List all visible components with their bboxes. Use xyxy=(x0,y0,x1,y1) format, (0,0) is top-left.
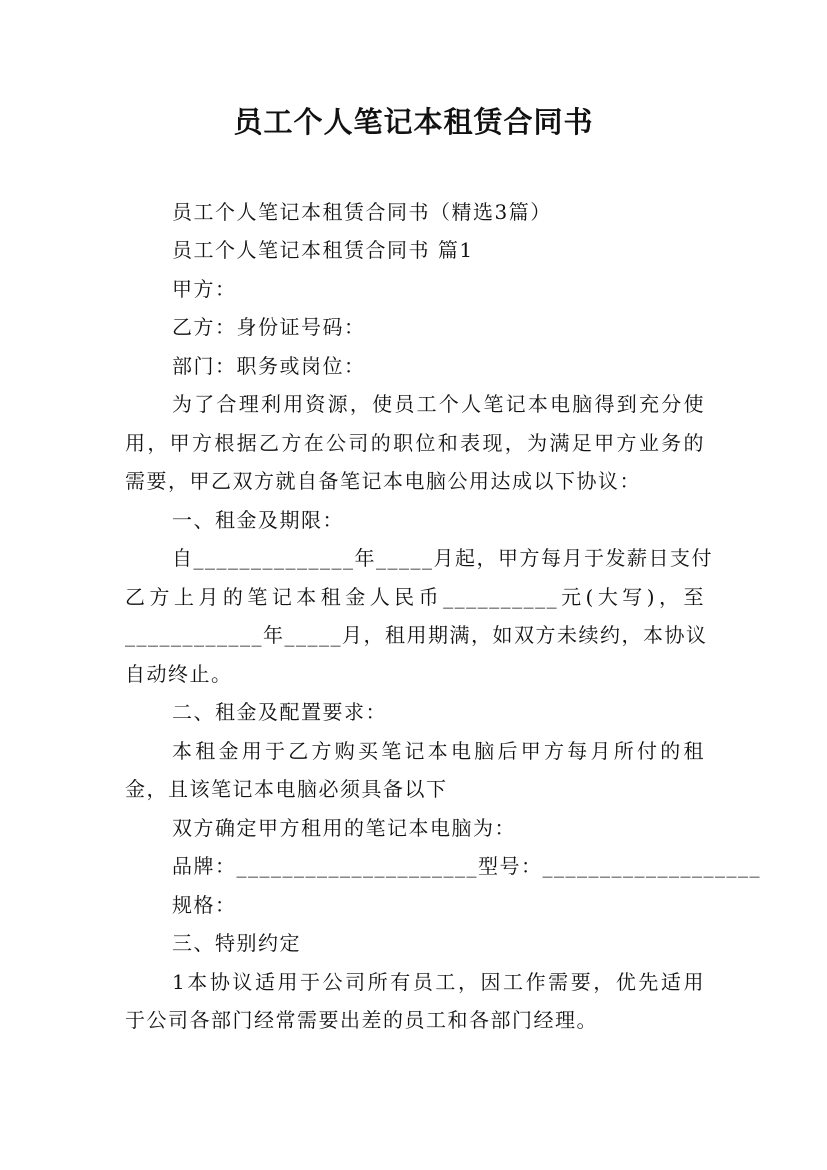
paragraph-line: 自______________年_____月起，甲方每月于发薪日支付 xyxy=(172,546,713,570)
paragraph-line: 本租金用于乙方购买笔记本电脑后甲方每月所付的租 xyxy=(172,739,705,763)
party-b-line: 乙方：身份证号码： xyxy=(172,315,366,339)
paragraph-line: 1本协议适用于公司所有员工，因工作需要，优先适用 xyxy=(172,970,705,994)
clause-heading-2: 二、租金及配置要求： xyxy=(172,700,387,724)
section-heading-line: 员工个人笔记本租赁合同书 篇1 xyxy=(172,238,474,262)
document-title: 员工个人笔记本租赁合同书 xyxy=(233,105,594,139)
department-line: 部门：职务或岗位： xyxy=(172,354,366,378)
paragraph-line: 需要，甲乙双方就自备笔记本电脑公用达成以下协议： xyxy=(125,469,641,493)
party-a-line: 甲方： xyxy=(172,277,237,301)
paragraph-line: 用，甲方根据乙方在公司的职位和表现，为满足甲方业务的 xyxy=(125,431,705,455)
paragraph-line: 金，且该笔记本电脑必须具备以下 xyxy=(125,777,448,801)
paragraph-line: 双方确定甲方租用的笔记本电脑为： xyxy=(172,816,516,840)
subtitle-line: 员工个人笔记本租赁合同书（精选3篇） xyxy=(172,200,552,224)
paragraph-line: 乙方上月的笔记本租金人民币__________元(大写)，至 xyxy=(125,585,705,609)
clause-heading-1: 一、租金及期限： xyxy=(172,508,344,532)
paragraph-line: 于公司各部门经常需要出差的员工和各部门经理。 xyxy=(125,1008,598,1032)
paragraph-line: ____________年_____月，租用期满，如双方未续约，本协议 xyxy=(125,623,708,647)
clause-heading-3: 三、特别约定 xyxy=(172,931,301,955)
paragraph-line: 自动终止。 xyxy=(125,662,233,686)
brand-model-line: 品牌：_____________________型号：___________________ xyxy=(172,854,761,878)
paragraph-line: 为了合理利用资源，使员工个人笔记本电脑得到充分使 xyxy=(172,392,705,416)
spec-line: 规格： xyxy=(172,893,237,917)
